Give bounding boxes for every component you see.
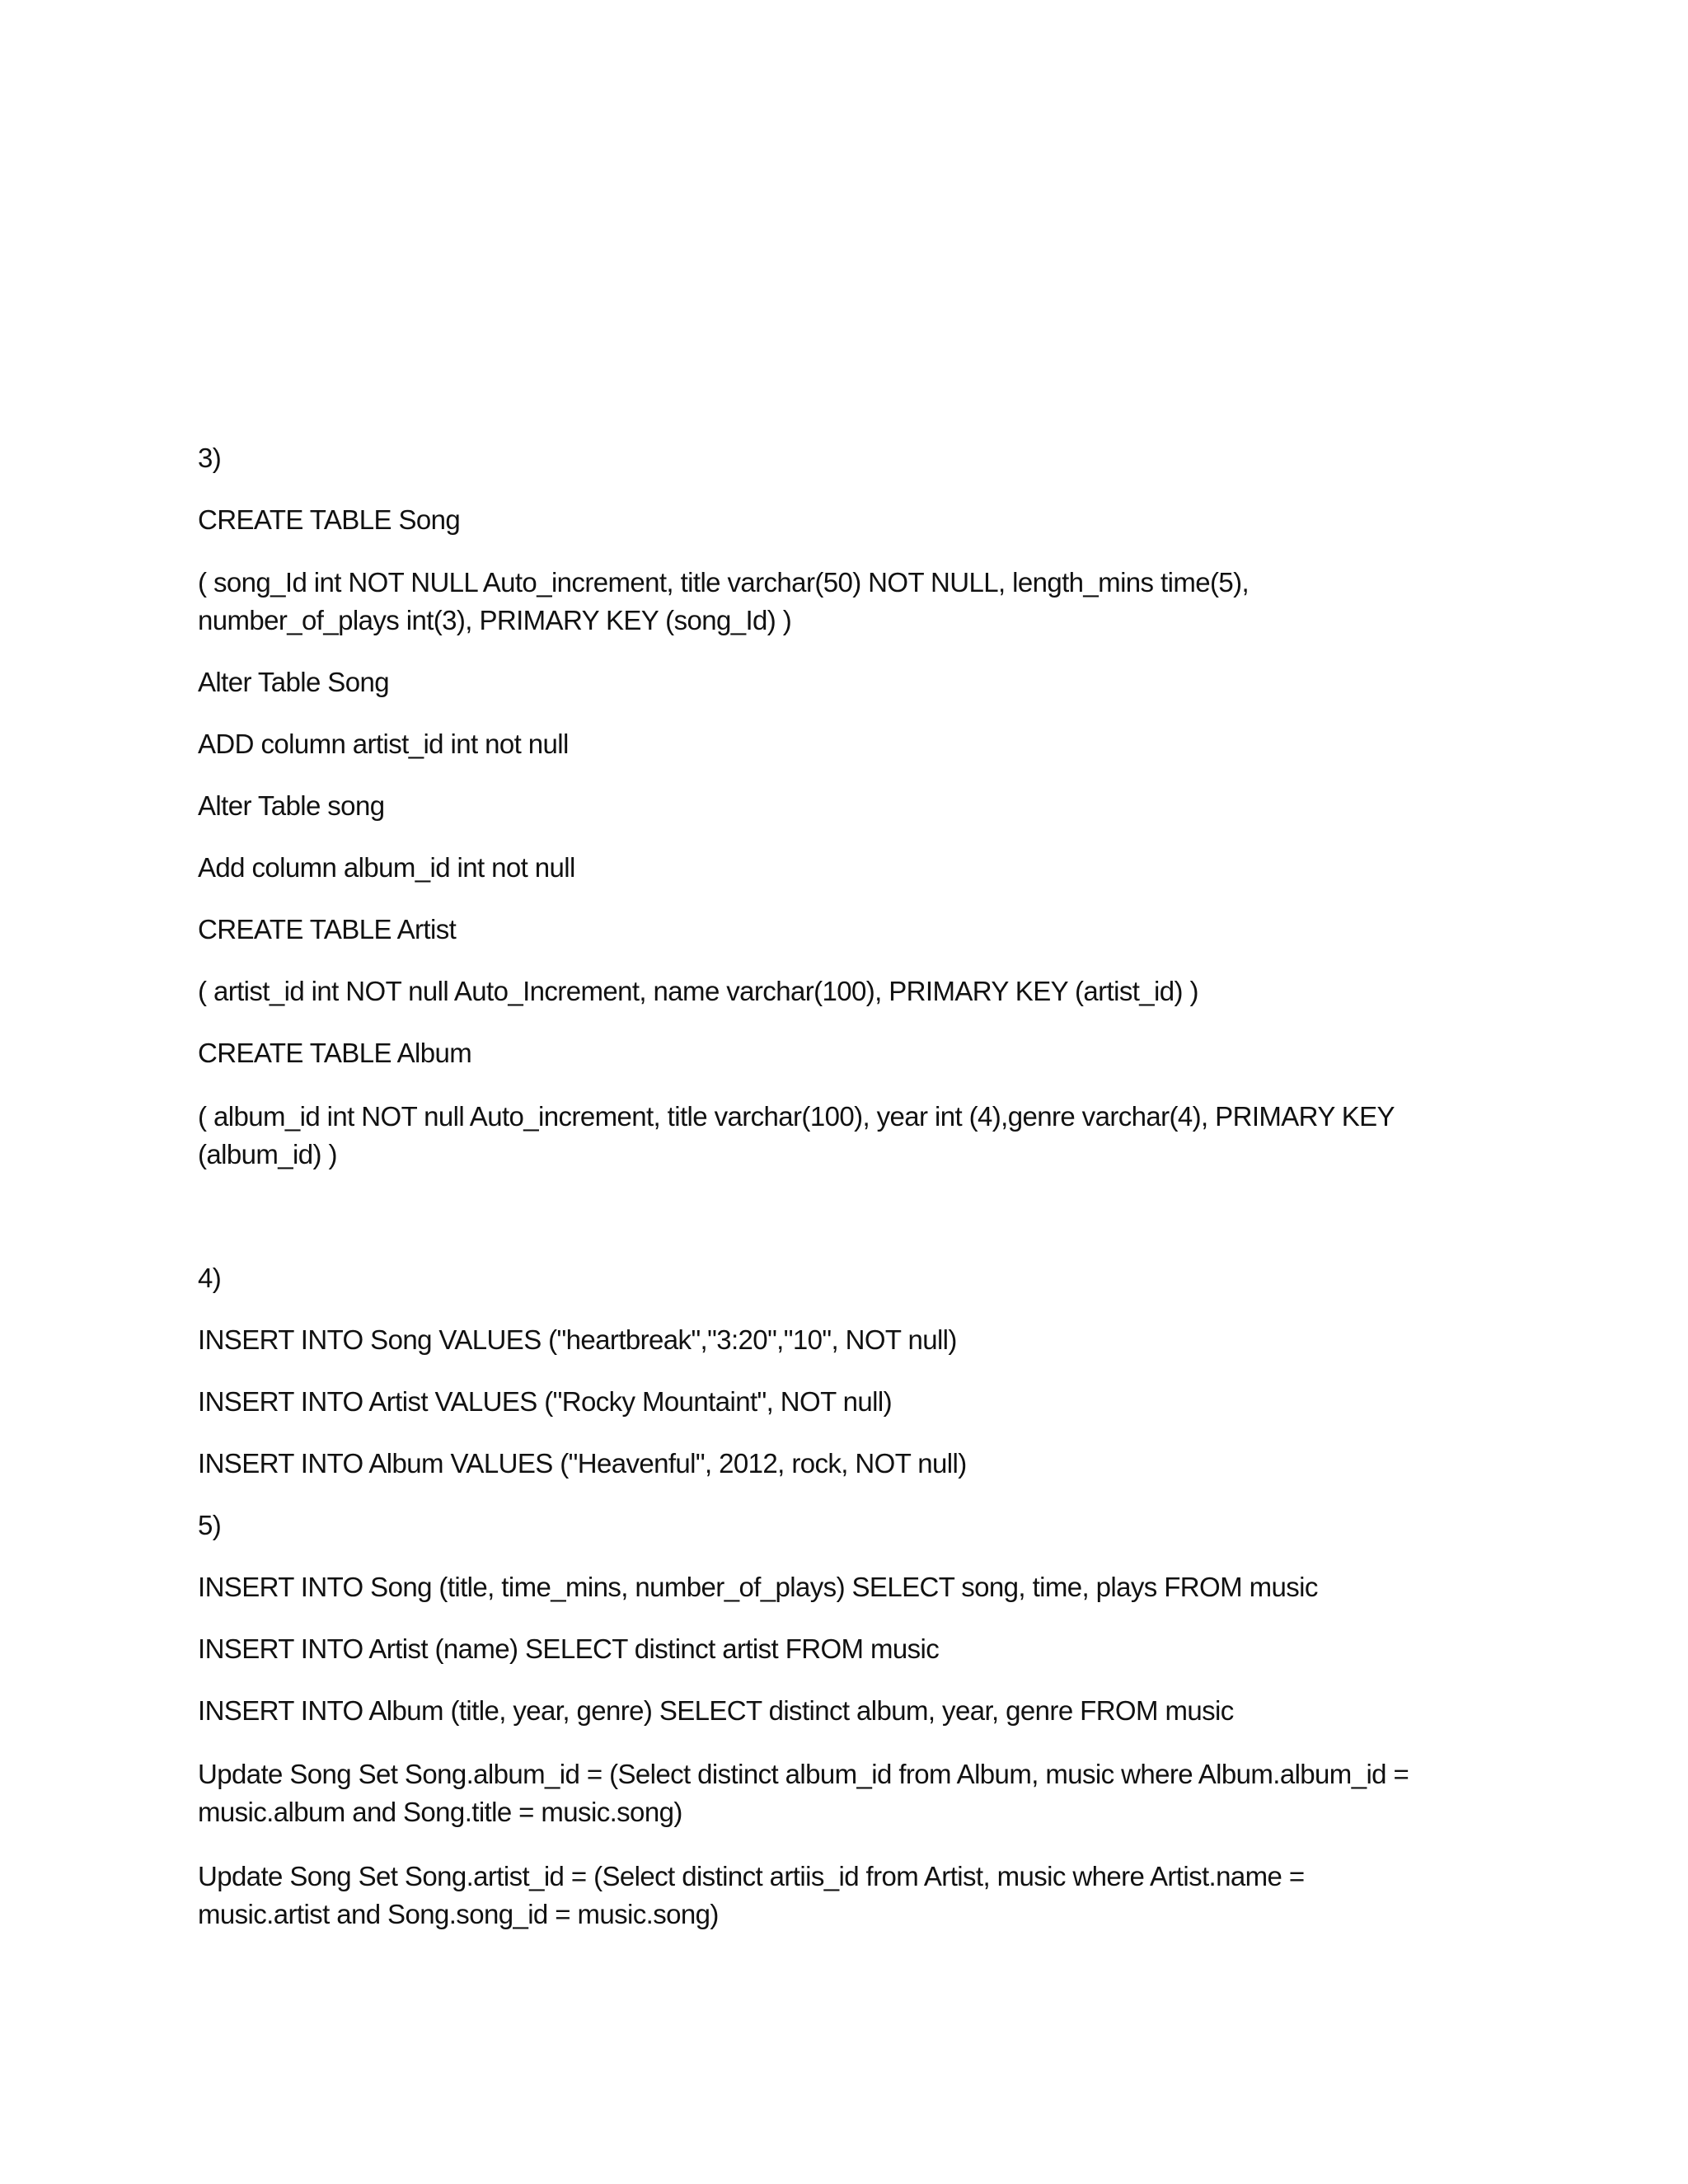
album-columns-line-2: (album_id) ) (198, 1139, 337, 1169)
alter-table-song-2: Alter Table song (198, 790, 385, 821)
update-album-id-line-1: Update Song Set Song.album_id = (Select distinct album_id from Album, music where Album.album_id = (198, 1759, 1409, 1789)
insert-album-select: INSERT INTO Album (title, year, genre) SELECT distinct album, year, genre FROM music (198, 1695, 1234, 1726)
insert-artist-select: INSERT INTO Artist (name) SELECT distinct artist FROM music (198, 1633, 940, 1664)
create-table-song: CREATE TABLE Song (198, 504, 461, 535)
section-3-heading: 3) (198, 443, 222, 473)
song-columns-line-1: ( song_Id int NOT NULL Auto_increment, title varchar(50) NOT NULL, length_mins time(5), (198, 567, 1250, 598)
create-table-artist: CREATE TABLE Artist (198, 914, 457, 944)
insert-album: INSERT INTO Album VALUES ("Heavenful", 2012, rock, NOT null) (198, 1448, 967, 1479)
song-columns-line-2: number_of_plays int(3), PRIMARY KEY (song_Id) ) (198, 605, 792, 635)
update-artist-id-line-2: music.artist and Song.song_id = music.song) (198, 1899, 719, 1929)
section-5-heading: 5) (198, 1510, 222, 1540)
add-column-album-id: Add column album_id int not null (198, 852, 575, 883)
update-artist-id-line-1: Update Song Set Song.artist_id = (Select distinct artiis_id from Artist, music where Artist.name = (198, 1861, 1305, 1891)
section-4-heading: 4) (198, 1263, 222, 1293)
create-table-album: CREATE TABLE Album (198, 1038, 472, 1068)
add-column-artist-id: ADD column artist_id int not null (198, 729, 569, 759)
alter-table-song-1: Alter Table Song (198, 667, 389, 697)
update-album-id-line-2: music.album and Song.title = music.song) (198, 1797, 682, 1827)
artist-columns: ( artist_id int NOT null Auto_Increment, name varchar(100), PRIMARY KEY (artist_id) ) (198, 976, 1198, 1006)
insert-song: INSERT INTO Song VALUES ("heartbreak","3:20","10", NOT null) (198, 1324, 957, 1355)
insert-artist: INSERT INTO Artist VALUES ("Rocky Mountaint", NOT null) (198, 1386, 892, 1417)
insert-song-select: INSERT INTO Song (title, time_mins, number_of_plays) SELECT song, time, plays FROM music (198, 1572, 1318, 1602)
album-columns-line-1: ( album_id int NOT null Auto_increment, title varchar(100), year int (4),genre varchar(4), PRIMARY KEY (198, 1101, 1395, 1132)
